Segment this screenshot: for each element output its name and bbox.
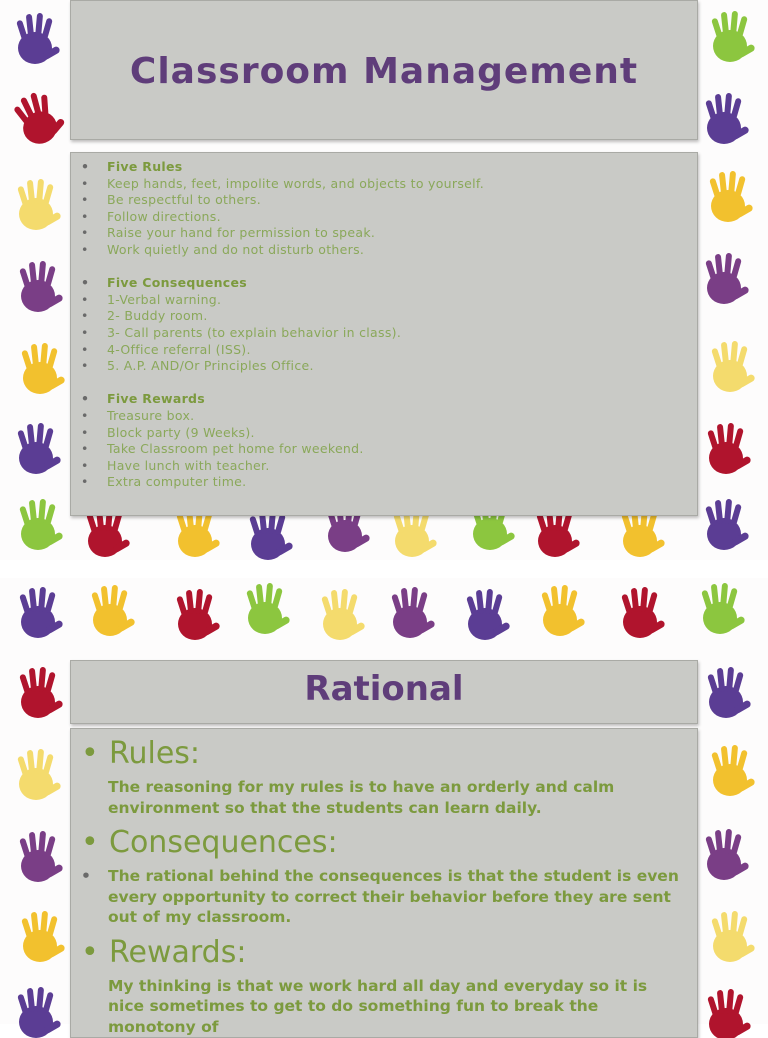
list-item: • Keep hands, feet, impolite words, and objects to yourself. [81,176,687,193]
slide-title: Rational [304,669,464,709]
slide-rational [0,578,768,1036]
list-heading: • Five Rewards [81,391,687,408]
list-item: • Have lunch with teacher. [81,458,687,475]
section-body: • The rational behind the consequences is that the student is even every opportunity to correct their behavior before they are sent out of my classroom. [81,866,687,928]
list-item: • 3- Call parents (to explain behavior in class). [81,325,687,342]
content-box [70,152,698,516]
list-item: • Be respectful to others. [81,192,687,209]
list-item: • Raise your hand for permission to speak. [81,225,687,242]
list-heading: • Five Consequences [81,275,687,292]
list-item: • Extra computer time. [81,474,687,491]
section-body: The reasoning for my rules is to have an orderly and calm environment so that the students can learn daily. [108,778,615,817]
list-spacer [81,375,687,392]
list-item: • 1-Verbal warning. [81,292,687,309]
list-item: • Take Classroom pet home for weekend. [81,441,687,458]
list-item: • Block party (9 Weeks). [81,425,687,442]
list-item: • Work quietly and do not disturb others. [81,242,687,259]
title-box [70,660,698,724]
section-heading: • Rewards: [81,934,687,972]
list-spacer [81,259,687,276]
list-item: • Treasure box. [81,408,687,425]
list-item: • 5. A.P. AND/Or Principles Office. [81,358,687,375]
section-heading: • Consequences: [81,824,687,862]
list-item: • Follow directions. [81,209,687,226]
title-box [70,0,698,140]
section-body: My thinking is that we work hard all day and everyday so it is nice sometimes to get to do something fun to break the monotony of [108,976,648,1036]
list-item: • 2- Buddy room. [81,308,687,325]
section-heading: • Rules: [81,735,687,773]
management-list [81,159,687,491]
content-box [70,728,698,1038]
list-heading: • Five Rules [81,159,687,176]
slide-title: Classroom Management [129,51,639,92]
list-item: • 4-Office referral (ISS). [81,342,687,359]
